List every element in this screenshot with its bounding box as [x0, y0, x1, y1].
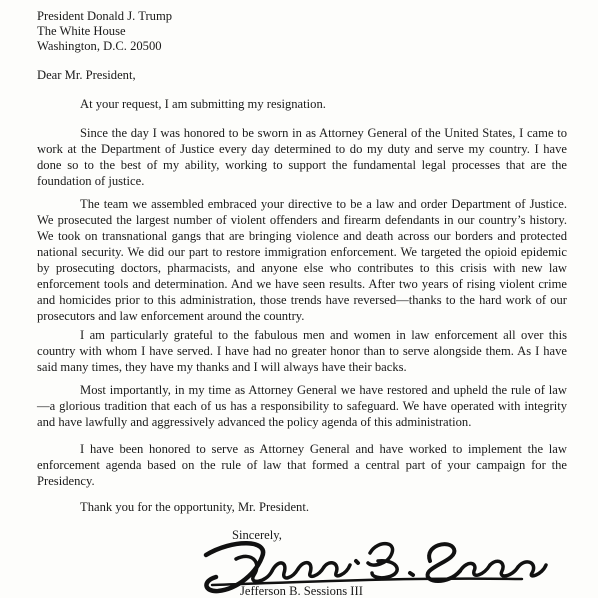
- closing: Sincerely,: [232, 528, 282, 542]
- address-line-2: The White House: [37, 24, 126, 38]
- salutation: Dear Mr. President,: [37, 68, 136, 82]
- address-line-1: President Donald J. Trump: [37, 9, 173, 23]
- paragraph-7: Thank you for the opportunity, Mr. President.: [80, 500, 309, 514]
- paragraph-6: I have been honored to serve as Attorney General and have worked to implement the law enforcement agenda based on the rule of law that formed a central part of your campaign for the Presidency.: [37, 442, 567, 488]
- paragraph-3: The team we assembled embraced your directive to be a law and order Department of Justice. We prosecuted the largest number of violent offenders and firearm defendants in our country’s history. We took on transnational gangs that are bringing violence and death across our borders and protected national security. We did our part to restore immigration enforcement. We targeted the opioid epidemic by prosecuting doctors, pharmacists, and anyone else who contributes to this crisis with new law enforcement tools and determination. And we have seen results. After two years of rising violent crime and homicides prior to this administration, those trends have reversed—thanks to the hard work of our prosecutors and law enforcement around the country.: [37, 197, 567, 323]
- paragraph-4: I am particularly grateful to the fabulous men and women in law enforcement all over this country with whom I have served. I have had no greater honor than to serve alongside them. As I have said many times, they have my thanks and I will always have their backs.: [37, 328, 567, 374]
- paragraph-1: At your request, I am submitting my resignation.: [80, 97, 326, 111]
- paragraph-2: Since the day I was honored to be sworn in as Attorney General of the United States, I came to work at the Department of Justice every day determined to do my duty and serve my country. I have done so to the best of my ability, working to support the fundamental legal processes that are the foundation of justice.: [37, 126, 567, 188]
- paragraph-5: Most importantly, in my time as Attorney General we have restored and upheld the rule of law—a glorious tradition that each of us has a responsibility to safeguard. We have operated with integrity and have lawfully and aggressively advanced the policy agenda of this administration.: [37, 383, 567, 429]
- address-line-3: Washington, D.C. 20500: [37, 39, 162, 53]
- printed-name: Jefferson B. Sessions III: [240, 584, 363, 598]
